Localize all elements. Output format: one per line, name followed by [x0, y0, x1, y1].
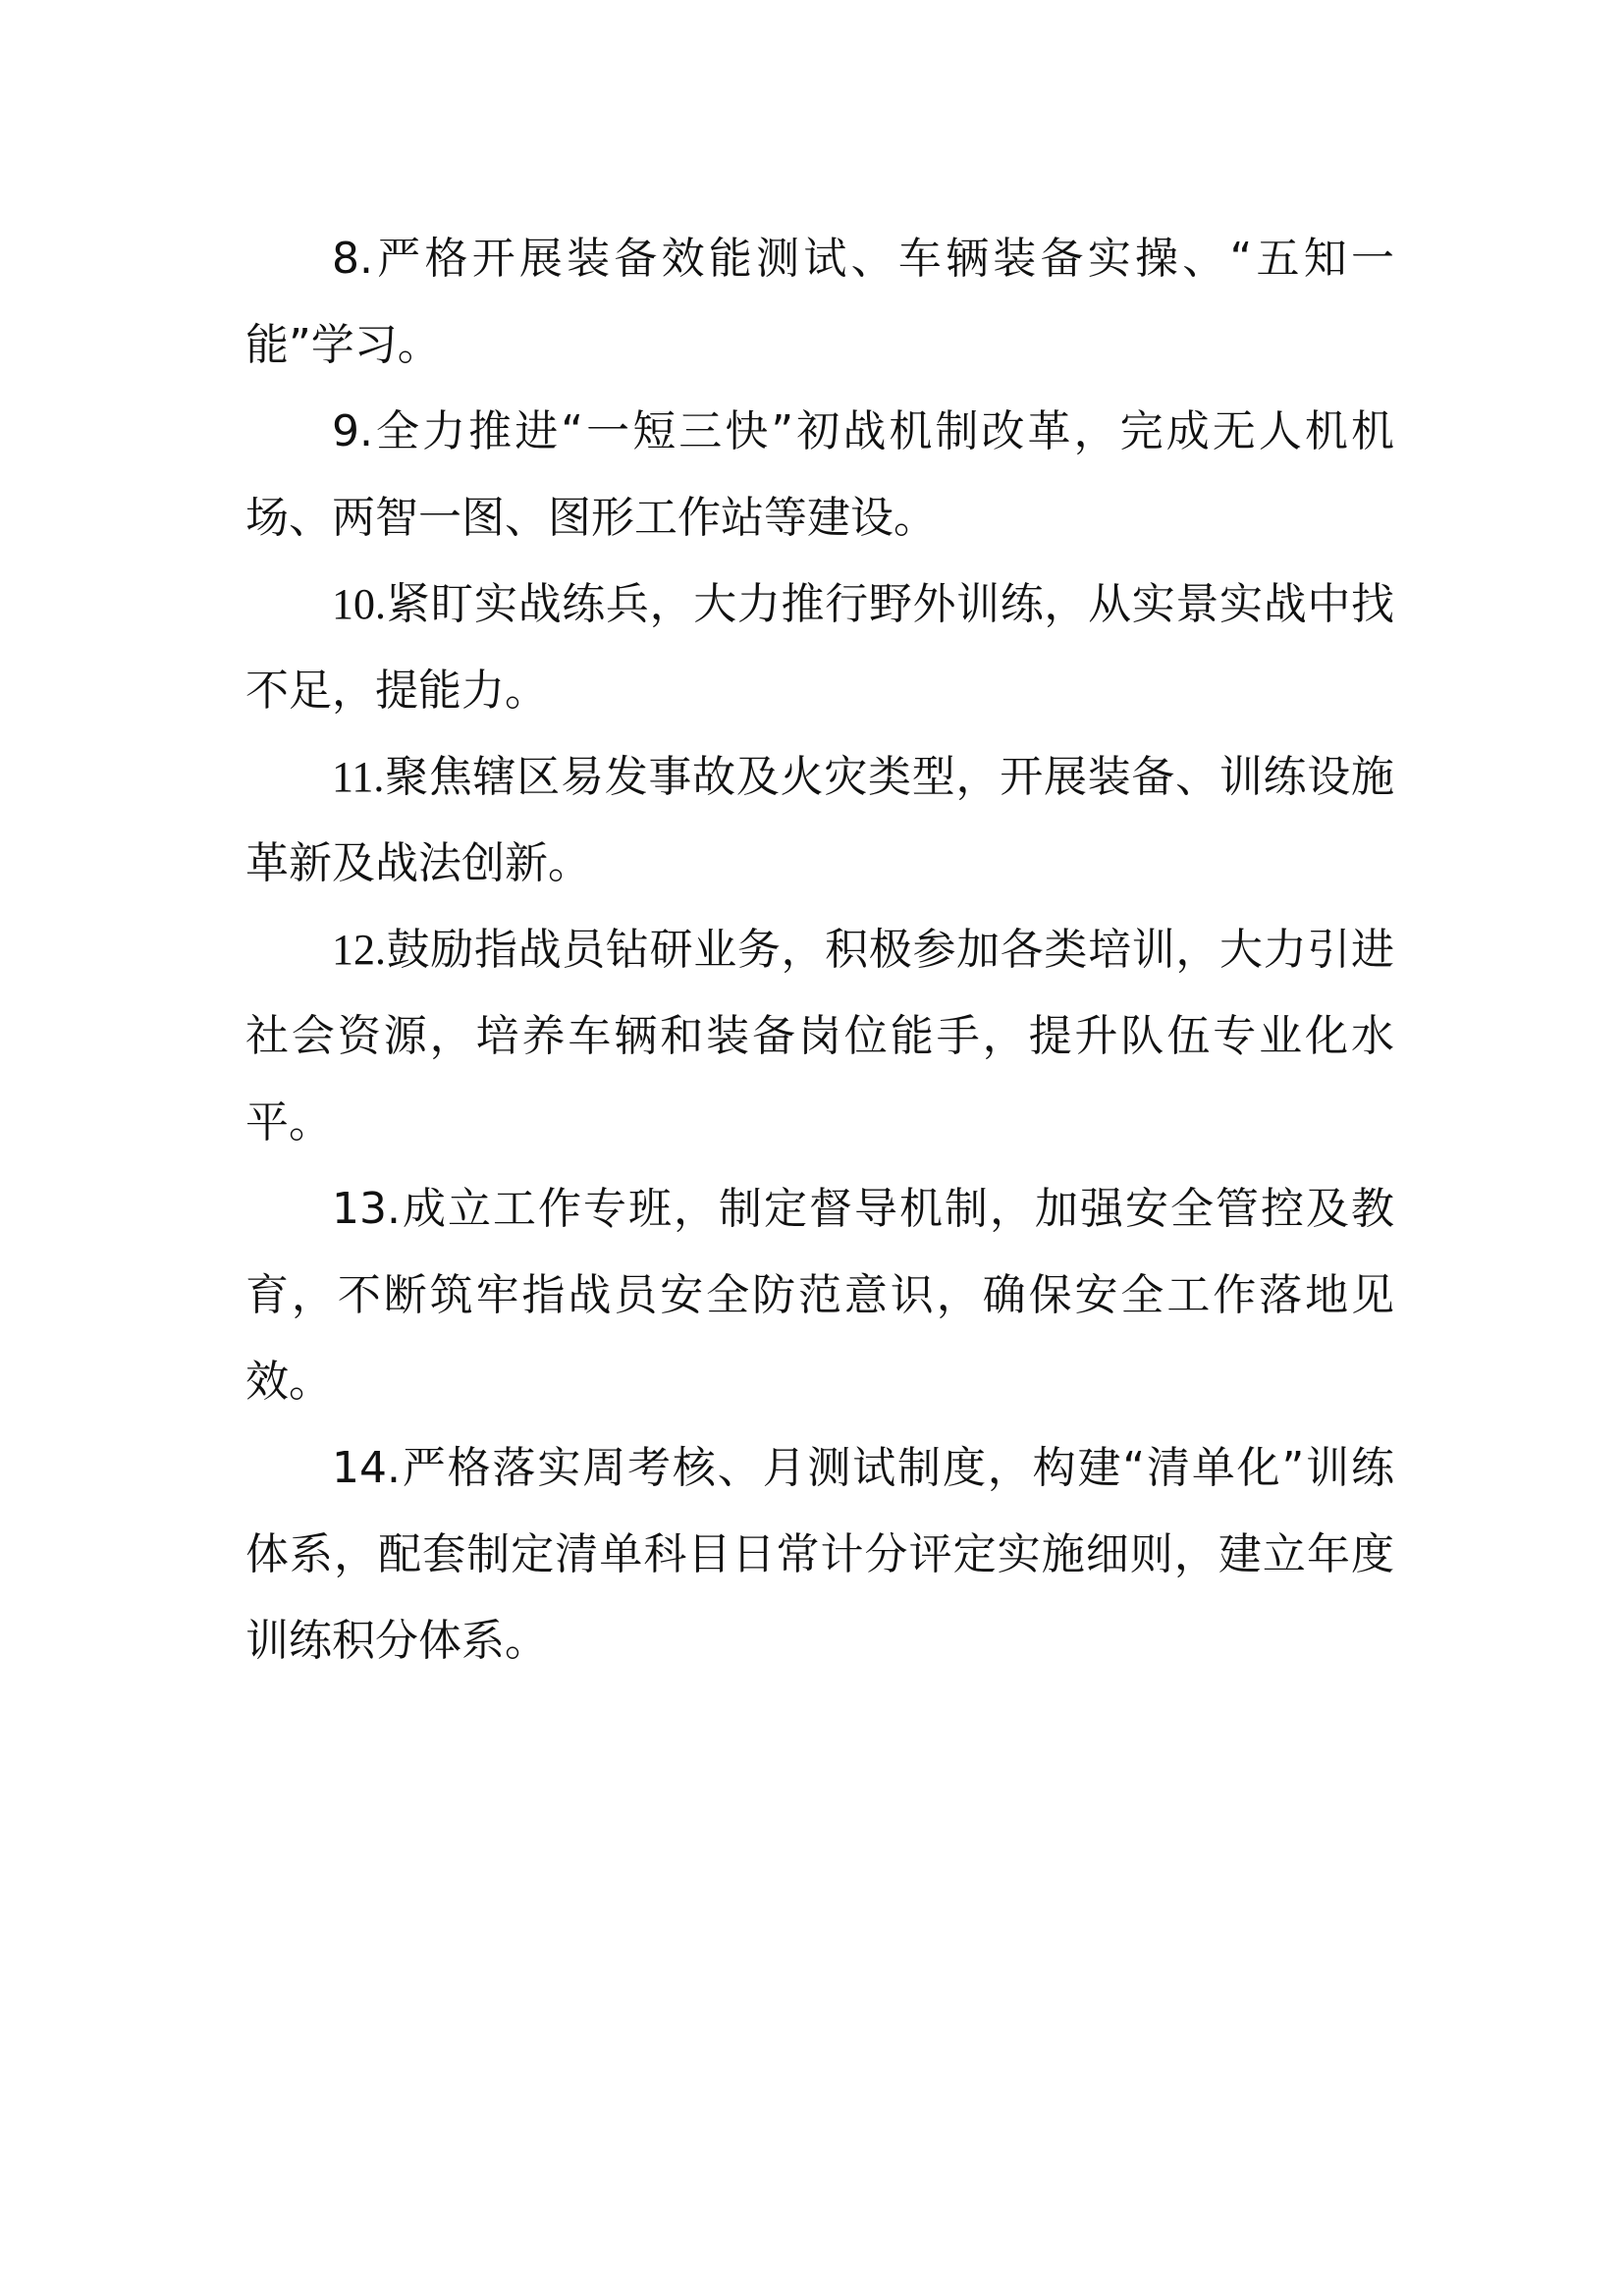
item-number: 9.	[332, 406, 373, 456]
item-number: 8.	[332, 234, 373, 284]
item-text: 聚焦辖区易发事故及火灾类型，开展装备、训练设施革新及战法创新。	[245, 752, 1394, 888]
list-item	[245, 1166, 1394, 1425]
item-text: 紧盯实战练兵，大力推行野外训练，从实景实战中找不足，提能力。	[245, 579, 1394, 716]
list-item	[245, 907, 1394, 1166]
list-item	[245, 1425, 1394, 1684]
document-body	[245, 216, 1394, 1684]
item-number: 12.	[332, 926, 386, 974]
item-text: 严格落实周考核、月测试制度，构建“清单化”训练体系，配套制定清单科目日常计分评定实施细则，建立年度训练积分体系。	[245, 1443, 1394, 1666]
item-number: 10.	[332, 580, 386, 628]
list-item	[245, 561, 1394, 734]
item-number: 13.	[332, 1184, 401, 1234]
list-item	[245, 389, 1394, 561]
item-number: 11.	[332, 753, 385, 801]
item-number: 14.	[332, 1443, 401, 1493]
item-text: 严格开展装备效能测试、车辆装备实操、“五知一能”学习。	[245, 234, 1394, 370]
item-text: 全力推进“一短三快”初战机制改革，完成无人机机场、两智一图、图形工作站等建设。	[245, 406, 1394, 543]
list-item	[245, 216, 1394, 389]
item-text: 鼓励指战员钻研业务，积极参加各类培训，大力引进社会资源，培养车辆和装备岗位能手，提升队伍专业化水平。	[245, 925, 1394, 1148]
list-item	[245, 734, 1394, 907]
item-text: 成立工作专班，制定督导机制，加强安全管控及教育，不断筑牢指战员安全防范意识，确保安全工作落地见效。	[245, 1184, 1394, 1407]
